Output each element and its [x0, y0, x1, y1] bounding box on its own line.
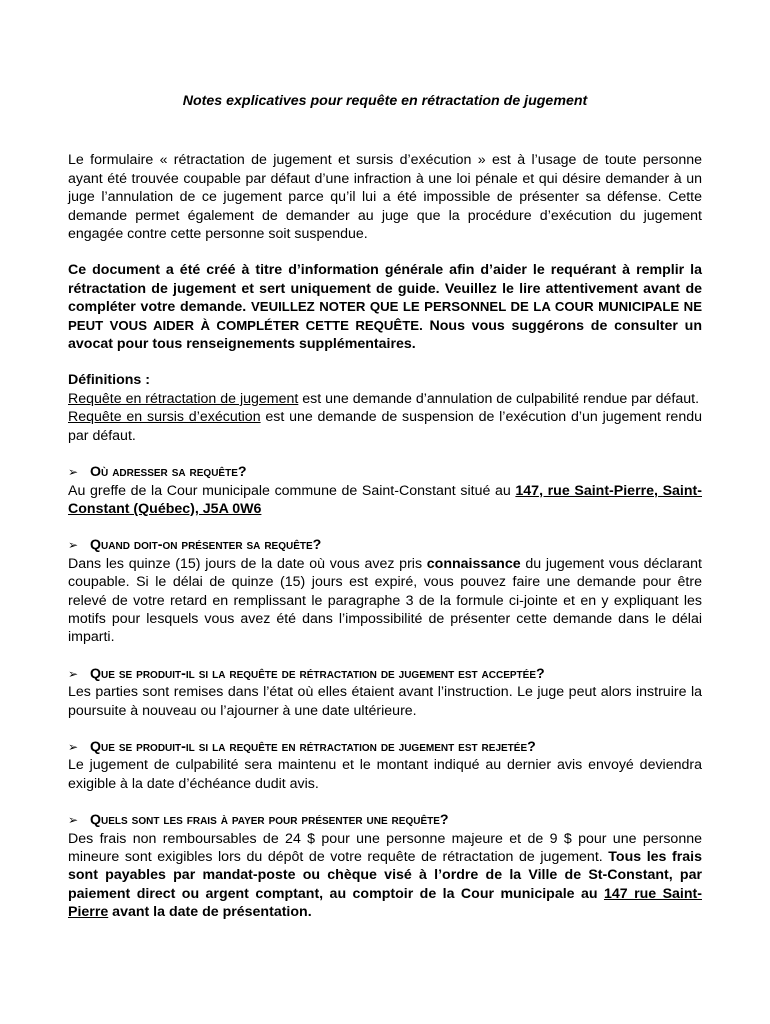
- page-title: Notes explicatives pour requête en rétractation de jugement: [182, 93, 588, 109]
- section-where-body: Au greffe de la Cour municipale commune de Saint-Constant situé au: [68, 482, 516, 499]
- arrow-bullet-icon: ➢: [68, 465, 79, 480]
- section-where-text: [68, 482, 702, 519]
- warning-part3: Nous vous suggérons de consulter un avocat pour tous renseignements supplémentaires.: [68, 317, 702, 353]
- section-when-body-1: Dans les quinze (15) jours de la date où vous avez pris: [68, 555, 427, 572]
- section-when: [68, 536, 702, 646]
- section-fees-payment: Tous les frais sont payables par mandat-poste ou chèque visé à l’ordre de la Ville de St-Constant, par paiement direct ou argent comptant, au comptoir de la Cour municipale au: [68, 849, 702, 902]
- definitions-section: [68, 371, 702, 445]
- section-when-text: [68, 555, 702, 647]
- definition-2: [68, 408, 702, 445]
- definition-2-text: est une demande de suspension de l’exécution d’un jugement rendu par défaut.: [68, 409, 702, 444]
- warning-part1: Ce document a été créé à titre d’information générale afin d’aider le requérant à remplir la rétractation de jugement et sert uniquement de guide. Veuillez le lire attentivement avant de compléter votre demande.: [68, 262, 702, 316]
- section-where-heading-row: [68, 463, 702, 481]
- section-fees-heading: Quels sont les frais à payer pour présenter une requête?: [90, 812, 449, 829]
- arrow-bullet-icon: ➢: [68, 666, 79, 681]
- fees-address: 147 rue Saint-Pierre: [68, 885, 702, 921]
- definition-1-term: Requête en rétractation de jugement: [68, 390, 299, 407]
- definition-1: [68, 390, 702, 408]
- section-fees-deadline: avant la date de présentation.: [108, 904, 312, 921]
- section-rejected-heading: Que se produit-il si la requête en rétractation de jugement est rejetée?: [90, 738, 536, 755]
- court-address: 147, rue Saint-Pierre, Saint-Constant (Québec), J5A 0W6: [68, 482, 702, 517]
- section-when-body-2: du jugement vous déclarant coupable. Si le délai de quinze (15) jours est expiré, vous pouvez faire une demande pour être relevé de votre retard en remplissant le paragraphe 3 de la formule ci-jointe et en y expliquant les motifs pour lesquels vous avez été dans l’impossibilité de présenter cette demande dans le délai imparti.: [68, 555, 702, 646]
- definition-1-text: est une demande d’annulation de culpabilité rendue par défaut.: [298, 390, 700, 407]
- section-accepted-text: Les parties sont remises dans l’état où elles étaient avant l’instruction. Le juge peut alors instruire la poursuite à nouveau ou l’ajourner à une date ultérieure.: [68, 684, 702, 719]
- arrow-bullet-icon: ➢: [68, 813, 79, 828]
- section-fees-body: Des frais non remboursables de 24 $ pour une personne majeure et de 9 $ pour une personne mineure sont exigibles lors du dépôt de votre requête de rétractation de jugement.: [68, 830, 702, 865]
- definitions-heading: Définitions :: [68, 372, 150, 389]
- document-page: [68, 92, 702, 940]
- section-where-heading: Où adresser sa requête?: [90, 464, 247, 481]
- warning-paragraph: [68, 261, 702, 353]
- section-when-emphasis: connaissance: [426, 555, 521, 572]
- section-accepted-heading: Que se produit-il si la requête de rétractation de jugement est acceptée?: [90, 665, 545, 682]
- definition-2-term: Requête en sursis d’exécution: [68, 409, 261, 426]
- section-rejected-text: Le jugement de culpabilité sera maintenu et le montant indiqué au dernier avis envoyé deviendra exigible à la date d’échéance dudit avis.: [68, 757, 702, 792]
- section-rejected-heading-row: [68, 738, 702, 756]
- section-when-heading-row: [68, 536, 702, 554]
- section-fees-text: [68, 830, 702, 922]
- arrow-bullet-icon: ➢: [68, 538, 79, 553]
- section-when-heading: Quand doit-on présenter sa requête?: [90, 537, 322, 554]
- section-where: [68, 463, 702, 518]
- arrow-bullet-icon: ➢: [68, 739, 79, 754]
- warning-part2: VEUILLEZ NOTER QUE LE PERSONNEL DE LA COUR MUNICIPALE NE PEUT VOUS AIDER À COMPLÉTER CETTE REQUÊTE.: [68, 299, 702, 333]
- intro-paragraph: Le formulaire « rétractation de jugement et sursis d’exécution » est à l’usage de toute personne ayant été trouvée coupable par défaut d’une infraction à une loi pénale et qui désire demander à un juge l’annulation de ce jugement parce qu’il lui a été impossible de présenter sa défense. Cette demande permet également de demander au juge que la procédure d’exécution du jugement engagée contre cette personne soit suspendue.: [68, 152, 702, 243]
- section-fees-heading-row: [68, 811, 702, 829]
- section-accepted: [68, 665, 702, 720]
- section-fees: [68, 811, 702, 921]
- section-rejected: [68, 738, 702, 793]
- section-accepted-heading-row: [68, 665, 702, 683]
